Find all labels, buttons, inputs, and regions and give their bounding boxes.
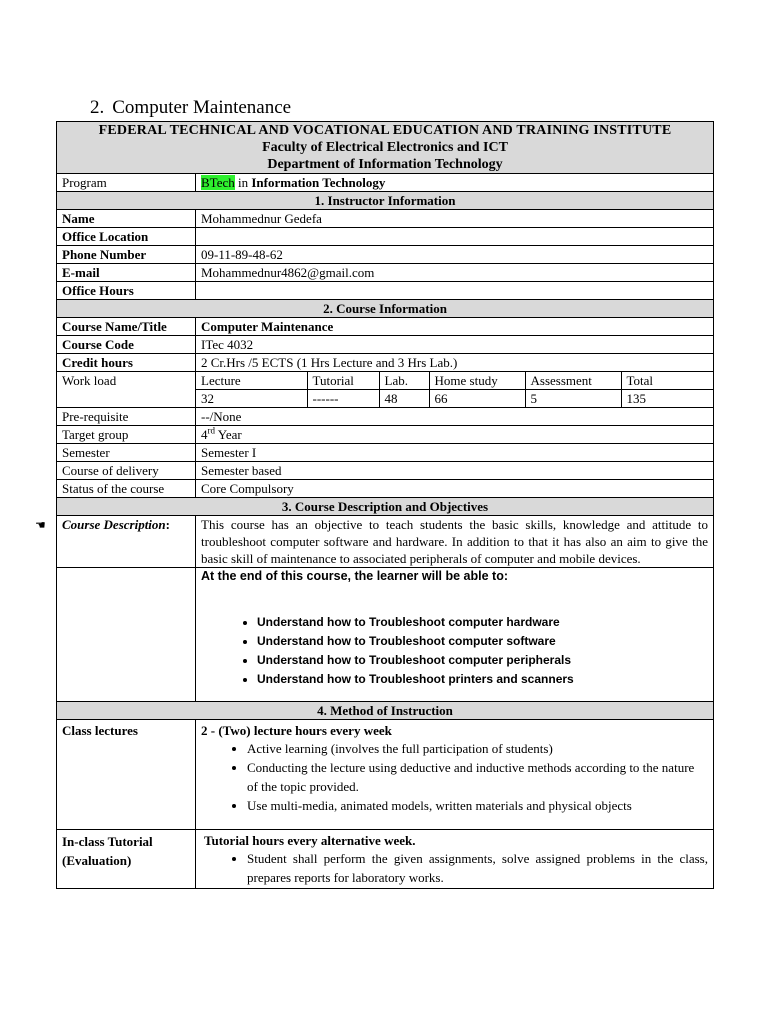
office-location (196, 228, 714, 246)
list-item: • Understand how to Troubleshoot computer peripherals (257, 651, 708, 670)
target-group: 4rd Year (196, 426, 714, 444)
phone-number: 09-11-89-48-62 (196, 246, 714, 264)
objectives-intro: At the end of this course, the learner will be able to: (201, 569, 508, 583)
credit-hours-row: Credit hours 2 Cr.Hrs /5 ECTS (1 Hrs Lecture and 3 Hrs Lab.) (57, 354, 714, 372)
prerequisite-row: Pre-requisite --/None (57, 408, 714, 426)
program-label: Program (57, 174, 196, 192)
section-title: Computer Maintenance (112, 97, 292, 118)
course-status: Core Compulsory (196, 480, 714, 498)
list-item: • Active learning (involves the full participation of students) (247, 739, 708, 758)
tutorial-row: In-class Tutorial (Evaluation) Tutorial hours every alternative week. • Student shall perform the given assignments, solve assigned problems in the class, prepares reports for laboratory works. (57, 830, 714, 889)
workload-table (196, 372, 713, 407)
department-name: Department of Information Technology (267, 157, 503, 172)
semester-row: Semester Semester I (57, 444, 714, 462)
credit-hours: 2 Cr.Hrs /5 ECTS (1 Hrs Lecture and 3 Hrs Lab.) (196, 354, 714, 372)
course-syllabus-table (35, 121, 714, 889)
program-value: BTech in Information Technology (196, 174, 714, 192)
lectures-heading: 2 - (Two) lecture hours every week (201, 723, 392, 738)
section-method-instruction: 4. Method of Instruction (57, 702, 714, 720)
workload-header-row: Lecture Tutorial Lab. Home study Assessment Total (196, 372, 713, 390)
instructor-name-row: Name Mohammednur Gedefa (57, 210, 714, 228)
instructor-name: Mohammednur Gedefa (196, 210, 714, 228)
section-instructor-info: 1. Instructor Information (57, 192, 714, 210)
course-code: ITec 4032 (196, 336, 714, 354)
list-item: • Student shall perform the given assignments, solve assigned problems in the class, prepares reports for laboratory works. (247, 849, 708, 887)
office-location-row: Office Location (57, 228, 714, 246)
program-highlight: BTech (201, 175, 235, 190)
target-group-row: Target group 4rd Year (57, 426, 714, 444)
phone-row: Phone Number 09-11-89-48-62 (57, 246, 714, 264)
course-description-label: Course Description (62, 517, 166, 532)
office-hours-row: Office Hours (57, 282, 714, 300)
status-row: Status of the course Core Compulsory (57, 480, 714, 498)
list-item: • Understand how to Troubleshoot computer software (257, 632, 708, 651)
section-description: 3. Course Description and Objectives (57, 498, 714, 516)
office-hours (196, 282, 714, 300)
section-course-info: 2. Course Information (57, 300, 714, 318)
course-code-row: Course Code ITec 4032 (57, 336, 714, 354)
list-item: • Conducting the lecture using deductive and inductive methods according to the nature of the topic provided. (247, 758, 708, 796)
delivery-row: Course of delivery Semester based (57, 462, 714, 480)
objectives-list (201, 613, 708, 689)
prerequisite: --/None (196, 408, 714, 426)
course-title: Computer Maintenance (196, 318, 714, 336)
course-description-row: ☚ Course Description: This course has an objective to teach students the basic skills, knowledge and attitude to troubleshoot computer software and hardware. In addition to that it has also an aim to give the basic skill of maintenance to associated peripherals of computer and mobile devices. (57, 516, 714, 568)
class-lectures-row: Class lectures 2 - (Two) lecture hours every week • Active learning (involves the full participation of students) • Conducting the lecture using deductive and inductive methods according to the nature of the topic provided. • Use multi-media, animated models, written materials and physical objects (57, 720, 714, 830)
semester: Semester I (196, 444, 714, 462)
workload-row: Work load Lecture Tutorial Lab. Home study Assessment Total 32 ------ 48 66 5 135 (57, 372, 714, 408)
faculty-name: Faculty of Electrical Electronics and ICT (262, 140, 508, 155)
objectives-row (57, 568, 714, 702)
email-address: Mohammednur4862@gmail.com (196, 264, 714, 282)
section-number: 2. (90, 97, 105, 118)
email-row: E-mail Mohammednur4862@gmail.com (57, 264, 714, 282)
course-description-text: This course has an objective to teach students the basic skills, knowledge and attitude to troubleshoot computer software and hardware. In addition to that it has also an aim to give the basic skill of maintenance to associated peripherals of computer and mobile devices. (196, 516, 714, 568)
institution-name: FEDERAL TECHNICAL AND VOCATIONAL EDUCATION AND TRAINING INSTITUTE (98, 123, 672, 138)
section-heading (90, 97, 291, 119)
list-item: • Understand how to Troubleshoot printers and scanners (257, 670, 708, 689)
program-row (57, 174, 714, 192)
lectures-list (201, 739, 708, 815)
list-item: • Use multi-media, animated models, written materials and physical objects (247, 796, 708, 815)
workload-values-row: 32 ------ 48 66 5 135 (196, 390, 713, 408)
course-title-row: Course Name/Title Computer Maintenance (57, 318, 714, 336)
tutorial-heading: Tutorial hours every alternative week. (201, 833, 416, 848)
course-delivery: Semester based (196, 462, 714, 480)
list-item: • Understand how to Troubleshoot computer hardware (257, 613, 708, 632)
institution-header (57, 122, 714, 174)
tutorial-list (201, 849, 708, 887)
pointing-hand-icon: ☚ (35, 518, 46, 532)
